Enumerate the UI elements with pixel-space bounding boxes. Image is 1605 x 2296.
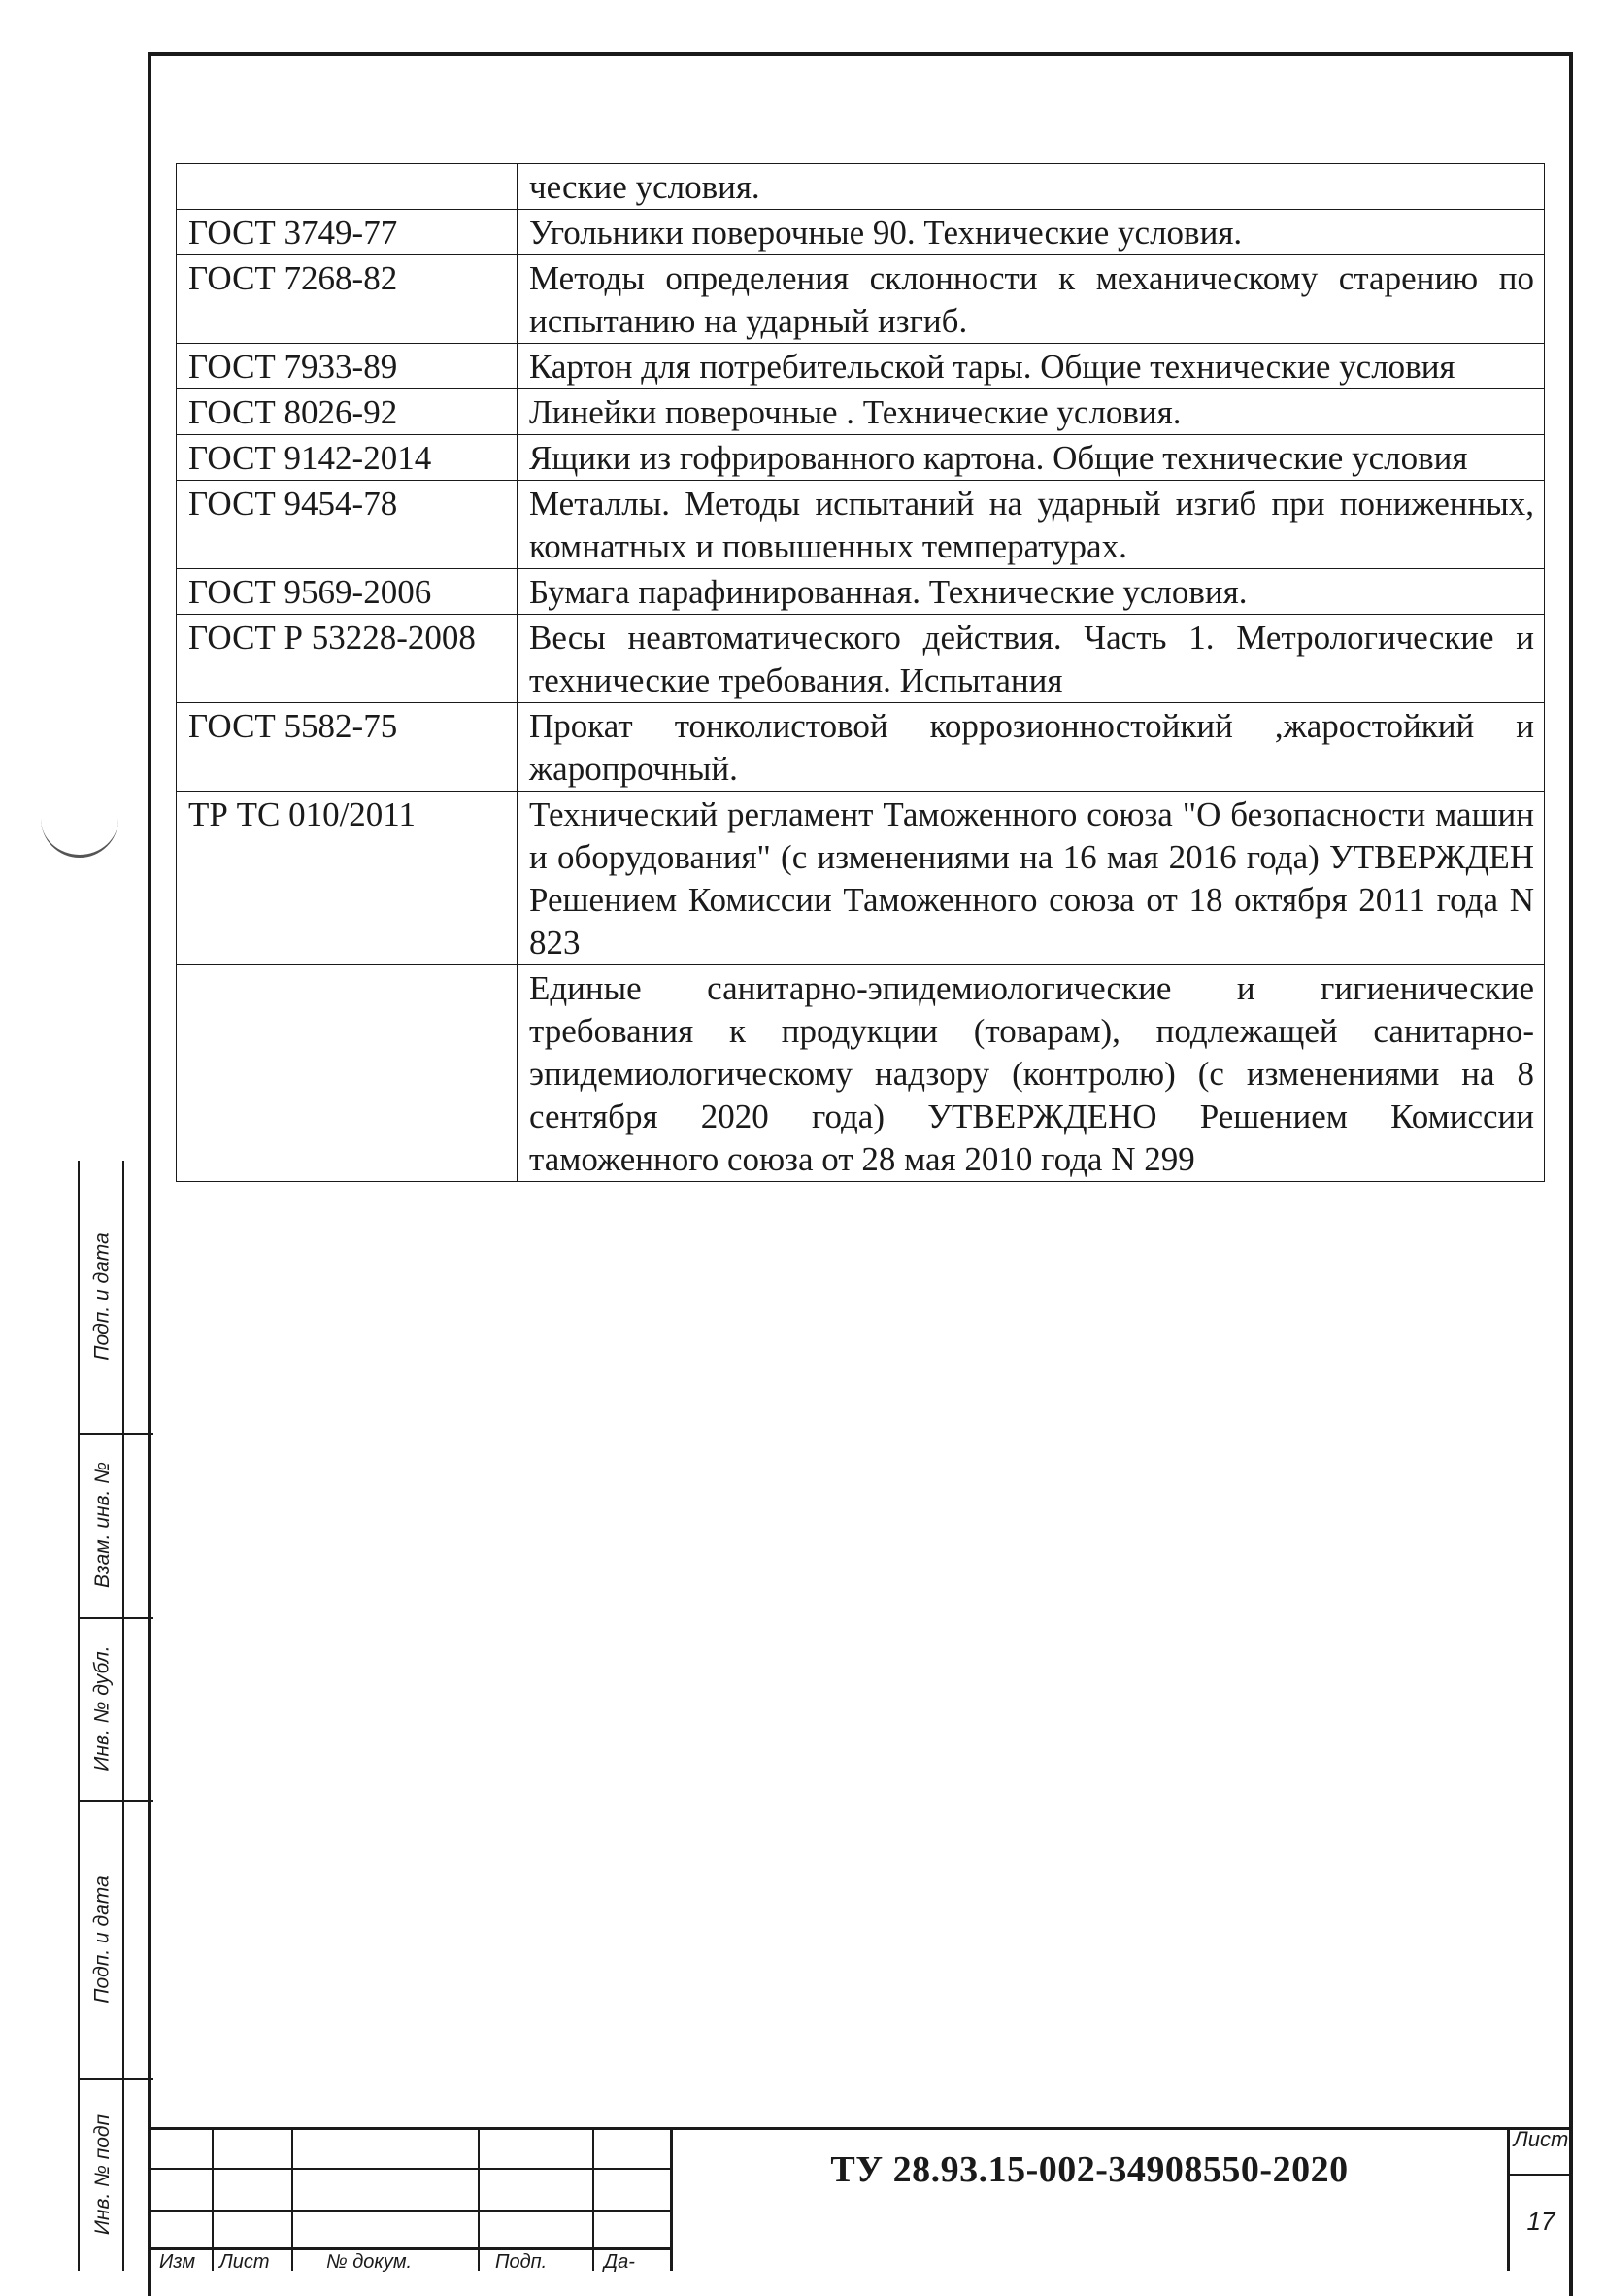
standard-description-cell: Угольники поверочные 90. Технические условия. (518, 210, 1545, 255)
table-row (177, 792, 1545, 965)
standard-code-cell: ГОСТ 3749-77 (177, 210, 518, 255)
table-row (177, 344, 1545, 389)
standard-description-cell: Бумага парафинированная. Технические условия. (518, 569, 1545, 615)
table-row (177, 965, 1545, 1182)
table-row (177, 255, 1545, 344)
standard-description-cell: Прокат тонколистовой коррозионностойкий ,жаростойкий и жаропрочный. (518, 703, 1545, 792)
standard-code-cell: ТР ТС 010/2011 (177, 792, 518, 965)
table-row (177, 389, 1545, 435)
table-row (177, 481, 1545, 569)
standard-description-cell: ческие условия. (518, 164, 1545, 210)
side-label-dup-inv: Инв. № дубл. (91, 1645, 114, 1772)
standard-description-cell: Ящики из гофрированного картона. Общие технические условия (518, 435, 1545, 481)
standard-code-cell (177, 965, 518, 1182)
table-row (177, 164, 1545, 210)
side-label-replace-inv: Взам. инв. № (91, 1462, 115, 1588)
standard-code-cell: ГОСТ 7933-89 (177, 344, 518, 389)
caption-doc-number: № докум. (326, 2251, 413, 2273)
punch-hole-mark (41, 816, 118, 858)
sheet-label: Лист (1513, 2127, 1569, 2151)
standard-code-cell: ГОСТ 9142-2014 (177, 435, 518, 481)
standard-description-cell: Картон для потребительской тары. Общие технические условия (518, 344, 1545, 389)
standard-description-cell: Линейки поверочные . Технические условия. (518, 389, 1545, 435)
standard-code-cell: ГОСТ 5582-75 (177, 703, 518, 792)
caption-date: Да- (604, 2251, 635, 2273)
standard-code-cell: ГОСТ Р 53228-2008 (177, 615, 518, 703)
standard-code-cell: ГОСТ 7268-82 (177, 255, 518, 344)
table-row (177, 210, 1545, 255)
standards-table (176, 163, 1545, 1182)
standard-code-cell: ГОСТ 8026-92 (177, 389, 518, 435)
title-block (151, 2127, 1573, 2271)
caption-list: Лист (219, 2251, 270, 2273)
caption-izm: Изм (159, 2251, 196, 2273)
table-row (177, 435, 1545, 481)
standard-description-cell: Металлы. Методы испытаний на ударный изгиб при пониженных, комнатных и повышенных температурах. (518, 481, 1545, 569)
table-row (177, 703, 1545, 792)
side-label-sign-date-2: Подп. и дата (91, 1874, 114, 2004)
standard-code-cell: ГОСТ 9454-78 (177, 481, 518, 569)
standard-description-cell: Методы определения склонности к механическому старению по испытанию на ударный изгиб. (518, 255, 1545, 344)
standard-description-cell: Весы неавтоматического действия. Часть 1. Метрологические и технические требования. Испытания (518, 615, 1545, 703)
document-code: ТУ 28.93.15-002-34908550-2020 (830, 2149, 1349, 2190)
standard-code-cell (177, 164, 518, 210)
sheet-number: 17 (1526, 2207, 1555, 2236)
caption-signature: Подп. (495, 2251, 548, 2273)
side-label-sign-date-1: Подп. и дата (91, 1232, 114, 1361)
table-row (177, 615, 1545, 703)
binding-strip (78, 1161, 151, 2271)
standard-description-cell: Единые санитарно-эпидемиологические и гигиенические требования к продукции (товарам), подлежащей санитарно-эпидемиологическому надзору (контролю) (с изменениями на 8 сентября 2020 года) УТВЕРЖДЕНО Решением Комиссии таможенного союза от 28 мая 2010 года N 299 (518, 965, 1545, 1182)
side-label-orig-inv: Инв. № подп (91, 2113, 114, 2236)
standard-description-cell: Технический регламент Таможенного союза "О безопасности машин и оборудования" (с изменениями на 16 мая 2016 года) УТВЕРЖДЕН Решением Комиссии Таможенного союза от 18 октября 2011 года N 823 (518, 792, 1545, 965)
table-row (177, 569, 1545, 615)
standard-code-cell: ГОСТ 9569-2006 (177, 569, 518, 615)
